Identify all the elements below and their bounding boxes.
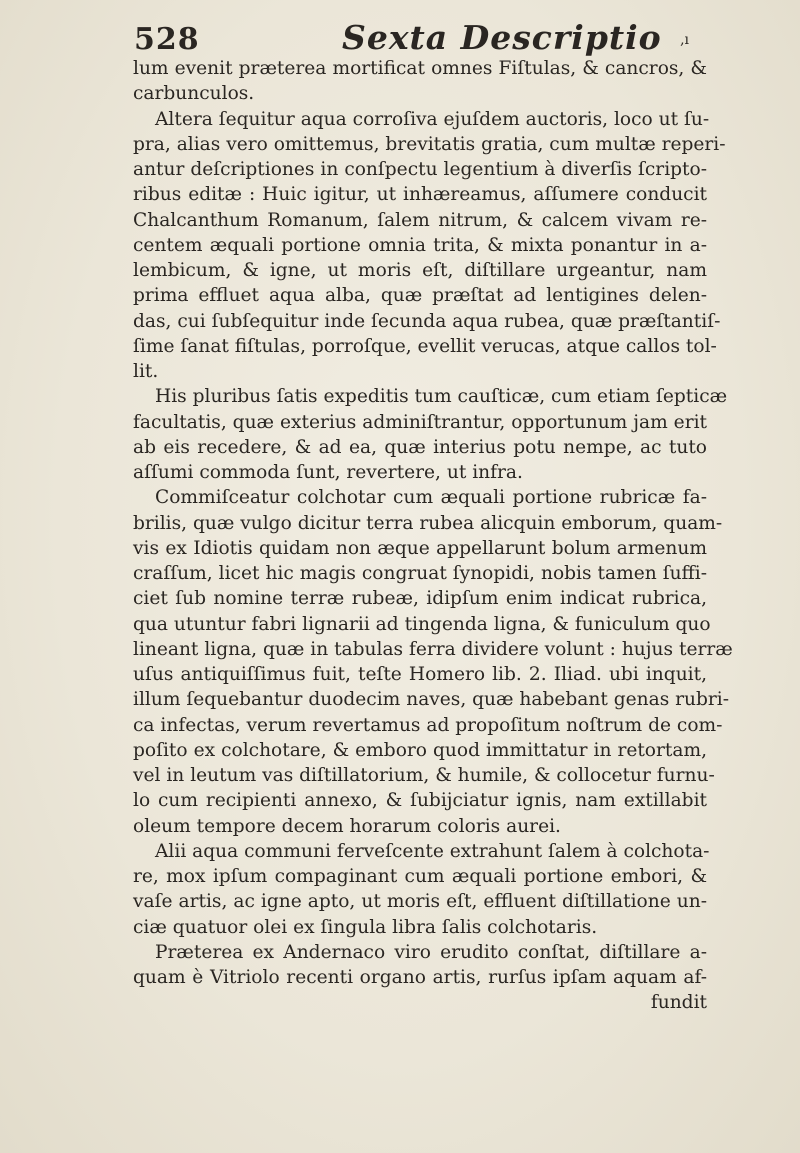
- text-line: craſſum, licet hic magis congruat ſynopidi, nobis tamen ſuffi-: [133, 563, 707, 584]
- text-line: ciæ quatuor olei ex ſingula libra ſalis colchotaris.: [133, 916, 598, 938]
- text-line: vis ex Idiotis quidam non æque appellarunt bolum armenum: [133, 537, 707, 559]
- text-line: Commiſceatur colchotar cum æquali portione rubricæ fa-: [155, 487, 707, 509]
- text-line: aſſumi commoda ſunt, revertere, ut infra.: [133, 462, 523, 483]
- text-line: facultatis, quæ exterius adminiſtrantur, opportunum jam erit: [133, 411, 707, 433]
- text-line: oleum tempore decem horarum coloris aurei.: [133, 815, 561, 837]
- text-line: carbunculos.: [133, 83, 255, 105]
- text-line: quam è Vitriolo recenti organo artis, rurſus ipſam aquam af-: [133, 967, 707, 988]
- text-line: vel in leutum vas diſtillatorium, & humile, & collocetur furnu-: [133, 765, 715, 786]
- text-line: Alii aqua communi ferveſcente extrahunt ſalem à colchota-: [155, 840, 710, 862]
- text-line: pra, alias vero omittemus, brevitatis gratia, cum multæ reperi-: [133, 133, 726, 155]
- text-line: ſime ſanat fiſtulas, porroſque, evellit verucas, atque callos tol-: [133, 335, 717, 357]
- text-line: Præterea ex Andernaco viro erudito conſtat, diſtillare a-: [155, 941, 707, 963]
- text-line: lit.: [133, 361, 159, 382]
- text-line: vaſe artis, ac igne apto, ut moris eſt, effluent diſtillatione un-: [133, 891, 707, 913]
- text-line: das, cui ſubſequitur inde ſecunda aqua rubea, quæ præſtantiſ-: [133, 310, 721, 332]
- text-line: lembicum, & igne, ut moris eſt, diſtillare urgeantur, nam: [133, 260, 707, 281]
- body-text: [133, 56, 733, 1016]
- text-line: ribus editæ : Huic igitur, ut inhæreamus, aſſumere conducit: [133, 184, 707, 206]
- text-line: illum ſequebantur duodecim naves, quæ habebant genas rubri-: [133, 689, 730, 711]
- text-line: Altera ſequitur aqua corroſiva ejuſdem auctoris, loco ut ſu-: [155, 108, 710, 130]
- text-line: Chalcanthum Romanum, ſalem nitrum, & calcem vivam re-: [133, 209, 707, 231]
- header-mark: ‚ı: [680, 32, 689, 48]
- text-line: fundit: [650, 992, 707, 1014]
- text-line: re, mox ipſum compaginant cum æquali portione embori, &: [133, 866, 707, 887]
- text-line: qua utuntur fabri lignarii ad tingenda ligna, & funiculum quo: [133, 613, 711, 635]
- text-line: lo cum recipienti annexo, & ſubijciatur ignis, nam extillabit: [133, 790, 707, 812]
- text-line: uſus antiquiſſimus fuit, teſte Homero lib. 2. Iliad. ubi inquit,: [133, 664, 707, 685]
- text-line: lum evenit præterea mortificat omnes Fiſtulas, & cancros, &: [133, 58, 707, 79]
- text-line: lineant ligna, quæ in tabulas ferra dividere volunt : hujus terræ: [133, 638, 733, 660]
- text-line: brilis, quæ vulgo dicitur terra rubea alicquin emborum, quam-: [133, 512, 723, 534]
- text-line: ca infectas, verum revertamus ad propoſitum noſtrum de com-: [133, 714, 723, 736]
- text-line: antur deſcriptiones in conſpectu legentium à diverſis ſcripto-: [133, 159, 707, 180]
- page-number: 528: [134, 22, 200, 57]
- text-line: centem æquali portione omnia trita, & mixta ponantur in a-: [133, 234, 707, 256]
- text-line: His pluribus ſatis expeditis tum cauſticæ, cum etiam ſepticæ: [155, 386, 728, 408]
- running-title: Sexta Descriptio: [342, 18, 662, 57]
- text-line: ciet ſub nomine terræ rubeæ, idipſum enim indicat rubrica,: [133, 588, 707, 610]
- text-line: poſito ex colchotare, & emboro quod immittatur in retortam,: [133, 739, 707, 761]
- text-line: prima effluet aqua alba, quæ præſtat ad lentigines delen-: [133, 285, 707, 307]
- text-line: ab eis recedere, & ad ea, quæ interius potu nempe, ac tuto: [133, 436, 707, 458]
